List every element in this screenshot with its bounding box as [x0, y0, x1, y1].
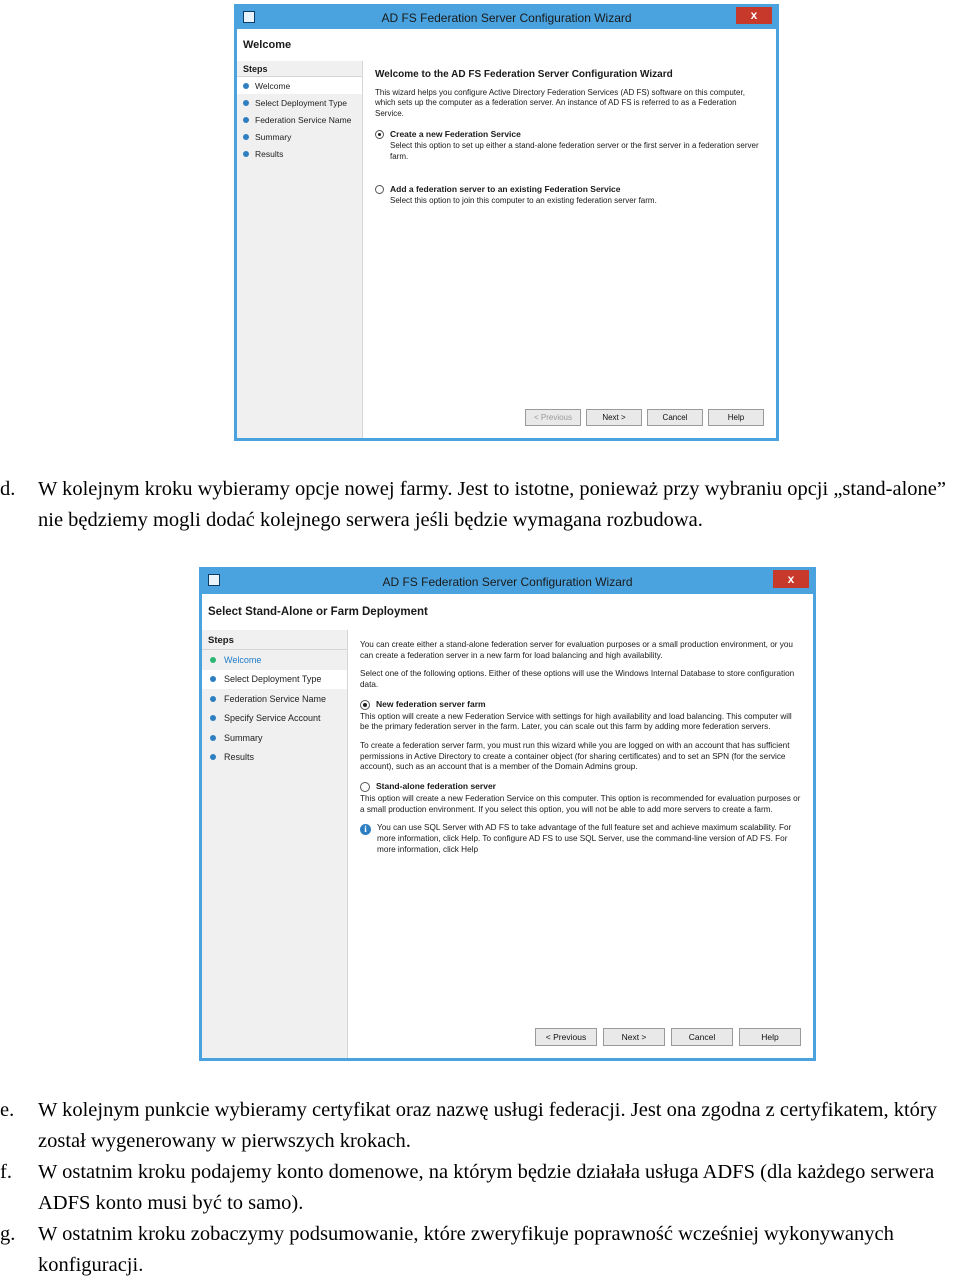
content-panel	[347, 630, 813, 1058]
steps-panel	[237, 61, 362, 438]
radio-button[interactable]	[360, 782, 370, 792]
step-bullet-icon	[243, 100, 249, 106]
deployment-type-wizard-screenshot	[199, 567, 816, 1061]
step-bullet-icon	[243, 134, 249, 140]
step-item: Select Deployment Type	[237, 94, 362, 111]
close-icon[interactable]: x	[773, 570, 809, 588]
step-bullet-icon	[210, 715, 216, 721]
option-label: Add a federation server to an existing Federation Service	[390, 183, 621, 194]
page-title: Select Stand-Alone or Farm Deployment	[202, 594, 813, 631]
instruction-text: W ostatnim kroku zobaczymy podsumowanie, które zweryfikuje poprawność wcześniej wykonywanych konfiguracji.	[38, 1223, 894, 1276]
steps-title: Steps	[237, 61, 362, 77]
page-title: Welcome	[237, 29, 776, 62]
info-text: You can use SQL Server with AD FS to take advantage of the full feature set and achieve maximum scalability. For more information, click Help. To configure AD FS to use SQL Server, use the command-line version of AD FS. For more information, click Help	[377, 823, 792, 854]
steps-panel	[202, 630, 347, 1058]
option-description: Select this option to join this computer to an existing federation server farm.	[390, 195, 657, 205]
instruction-text: W kolejnym punkcie wybieramy certyfikat oraz nazwę usługi federacji. Jest ona zgodna z certyfikatem, który został wygenerowany w pierwszych krokach.	[38, 1099, 937, 1152]
option-description: This option will create a new Federation Service on this computer. This option is recommended for evaluation purposes or a small production environment. If you select this option, you will not be able to add more servers to create a farm.	[360, 793, 801, 814]
title-bar	[237, 7, 776, 29]
option-label: New federation server farm	[376, 698, 486, 709]
previous-button[interactable]: < Previous	[535, 1028, 597, 1046]
instruction-e	[0, 1095, 958, 1157]
content-panel	[362, 61, 776, 438]
option-description: Select this option to set up either a stand-alone federation server or the first server in a federation server farm.	[390, 141, 759, 161]
welcome-wizard-screenshot	[234, 4, 779, 441]
step-item: Welcome	[202, 650, 347, 670]
radio-button[interactable]	[360, 700, 370, 710]
info-note	[360, 823, 801, 855]
cancel-button[interactable]: Cancel	[671, 1028, 733, 1046]
instruction-text: W kolejnym kroku wybieramy opcje nowej farmy. Jest to istotne, ponieważ przy wybraniu opcji „stand-alone” nie będziemy mogli dodać kolejnego serwera jeśli będzie wymagana rozbudowa.	[38, 478, 947, 531]
title-bar	[202, 570, 813, 594]
step-item: Results	[237, 145, 362, 162]
step-bullet-icon	[210, 676, 216, 682]
instructions-e-f-g	[0, 1095, 958, 1281]
step-bullet-icon	[210, 657, 216, 663]
previous-button[interactable]: < Previous	[525, 409, 581, 426]
instruction-text: W ostatnim kroku podajemy konto domenowe, na którym będzie działała usługa ADFS (dla każdego serwera ADFS konto musi być to samo).	[38, 1161, 935, 1214]
step-item: Welcome	[237, 77, 362, 94]
help-button[interactable]: Help	[739, 1028, 801, 1046]
radio-button[interactable]	[375, 185, 384, 194]
step-item: Specify Service Account	[202, 709, 347, 729]
button-row	[520, 409, 764, 426]
option-description: To create a federation server farm, you must run this wizard while you are logged on with an account that has sufficient permissions in Active Directory to create a container object (for sharing certificates) and to set an SPN (for the service account), such as an account that is a member of the Domain Admins group.	[360, 740, 790, 772]
intro-text: You can create either a stand-alone federation server for evaluation purposes or a small production environment, or you can create a federation server in a new farm for load balancing and high availability.	[360, 640, 793, 660]
step-item: Federation Service Name	[237, 111, 362, 128]
option-add-federation-server[interactable]	[375, 184, 764, 222]
step-bullet-icon	[243, 151, 249, 157]
close-icon[interactable]: x	[736, 7, 772, 24]
next-button[interactable]: Next >	[586, 409, 642, 426]
radio-button[interactable]	[375, 130, 384, 139]
button-row	[529, 1028, 801, 1046]
instruction-f	[0, 1157, 958, 1219]
instruction-d	[0, 474, 958, 536]
list-marker: d.	[0, 478, 16, 500]
cancel-button[interactable]: Cancel	[647, 409, 703, 426]
step-item: Federation Service Name	[202, 689, 347, 709]
option-stand-alone[interactable]	[360, 781, 801, 794]
option-label: Create a new Federation Service	[390, 129, 521, 140]
list-marker: g.	[0, 1223, 16, 1245]
window-title: AD FS Federation Server Configuration Wizard	[381, 11, 632, 25]
step-item: Summary	[237, 128, 362, 145]
instruction-g	[0, 1219, 958, 1281]
next-button[interactable]: Next >	[603, 1028, 665, 1046]
info-icon: i	[360, 824, 371, 835]
window-title: AD FS Federation Server Configuration Wizard	[382, 575, 633, 589]
step-bullet-icon	[210, 696, 216, 702]
option-description: This option will create a new Federation Service with settings for high availability and load balancing. This computer will be the primary federation server in the farm. Later, you can scale out this farm by adding more federation servers.	[360, 711, 792, 732]
option-new-federation-service[interactable]	[375, 129, 764, 178]
content-heading: Welcome to the AD FS Federation Server Configuration Wizard	[375, 69, 673, 80]
step-item: Results	[202, 748, 347, 768]
list-marker: e.	[0, 1099, 15, 1121]
step-item: Summary	[202, 728, 347, 748]
steps-title: Steps	[202, 630, 347, 650]
option-new-farm[interactable]	[360, 699, 801, 712]
intro-text: Select one of the following options. Either of these options will use the Windows Internal Database to store configuration data.	[360, 669, 795, 689]
step-bullet-icon	[210, 754, 216, 760]
step-bullet-icon	[243, 83, 249, 89]
step-item: Select Deployment Type	[202, 670, 347, 690]
list-marker: f.	[0, 1161, 12, 1183]
step-bullet-icon	[210, 735, 216, 741]
help-button[interactable]: Help	[708, 409, 764, 426]
intro-text: This wizard helps you configure Active Directory Federation Services (AD FS) software on this computer, which sets up the computer as a federation server. An instance of AD FS is referred to as a Federation Service.	[375, 88, 745, 118]
option-label: Stand-alone federation server	[376, 780, 496, 791]
step-bullet-icon	[243, 117, 249, 123]
